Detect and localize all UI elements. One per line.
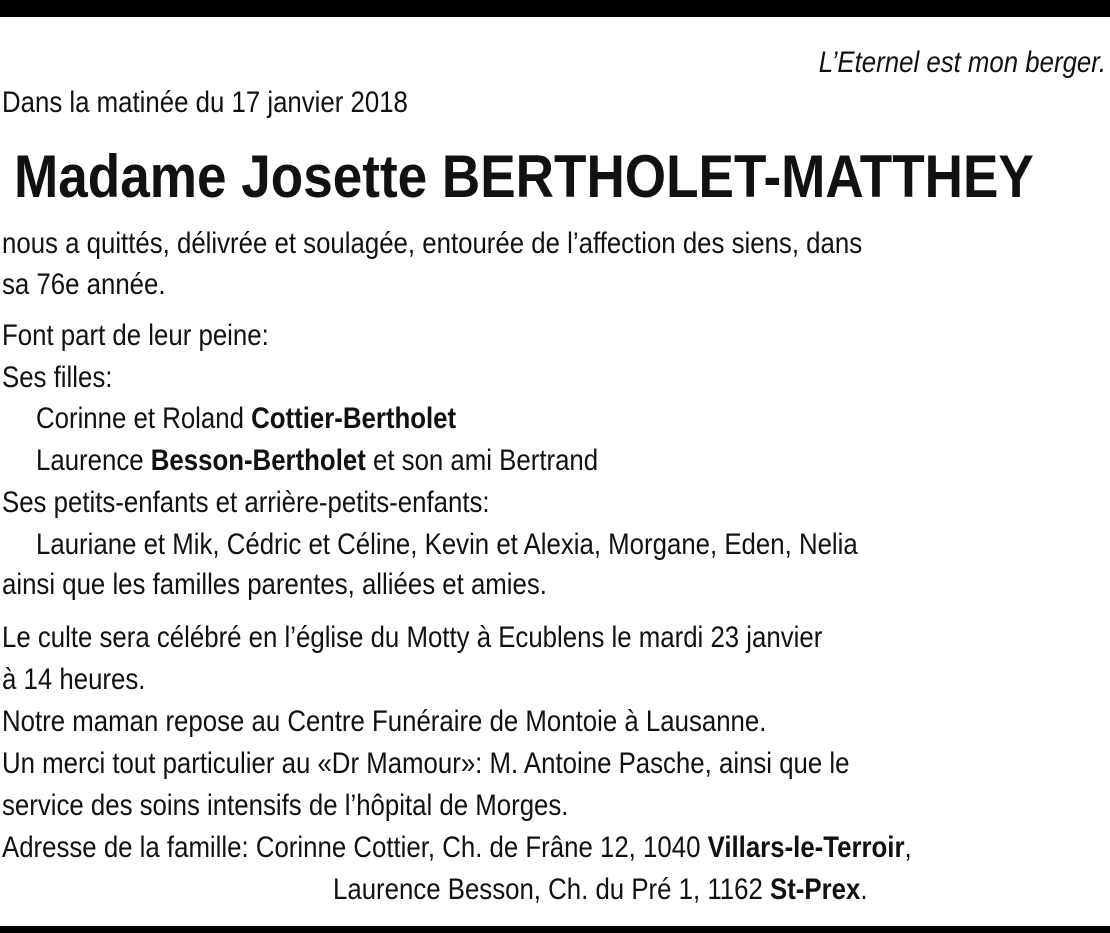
family-heading: Font part de leur peine: (2, 319, 269, 352)
date-line: Dans la matinée du 17 janvier 2018 (2, 86, 408, 119)
grandchildren-label: Ses petits-enfants et arrière-petits-enfants: (2, 486, 490, 519)
daughter-2: Laurence Besson-Bertholet et son ami Bertrand (36, 444, 599, 477)
intro-line-1: nous a quittés, délivrée et soulagée, entourée de l’affection des siens, dans (2, 227, 863, 260)
epigraph: L’Eternel est mon berger. (818, 46, 1106, 79)
service-line-2: à 14 heures. (2, 663, 146, 696)
daughter-1: Corinne et Roland Cottier-Bertholet (36, 402, 457, 435)
family-address-2: Laurence Besson, Ch. du Pré 1, 1162 St-Prex. (333, 873, 868, 906)
resting-place-line: Notre maman repose au Centre Funéraire de Montoie à Lausanne. (2, 705, 767, 738)
top-rule (0, 0, 1110, 17)
service-line-1: Le culte sera célébré en l’église du Motty à Ecublens le mardi 23 janvier (2, 621, 823, 654)
grandchildren-names: Lauriane et Mik, Cédric et Céline, Kevin et Alexia, Morgane, Eden, Nelia (36, 528, 858, 561)
relatives-line: ainsi que les familles parentes, alliées et amies. (2, 568, 547, 601)
deceased-name: Madame Josette BERTHOLET-MATTHEY (14, 143, 1034, 210)
daughters-label: Ses filles: (2, 361, 113, 394)
thanks-line-2: service des soins intensifs de l’hôpital de Morges. (2, 789, 569, 822)
thanks-line-1: Un merci tout particulier au «Dr Mamour»: M. Antoine Pasche, ainsi que le (2, 747, 850, 780)
family-address-1: Adresse de la famille: Corinne Cottier, Ch. de Frâne 12, 1040 Villars-le-Terroir, (2, 831, 912, 864)
bottom-rule (0, 926, 1110, 933)
intro-line-2: sa 76e année. (2, 268, 166, 301)
